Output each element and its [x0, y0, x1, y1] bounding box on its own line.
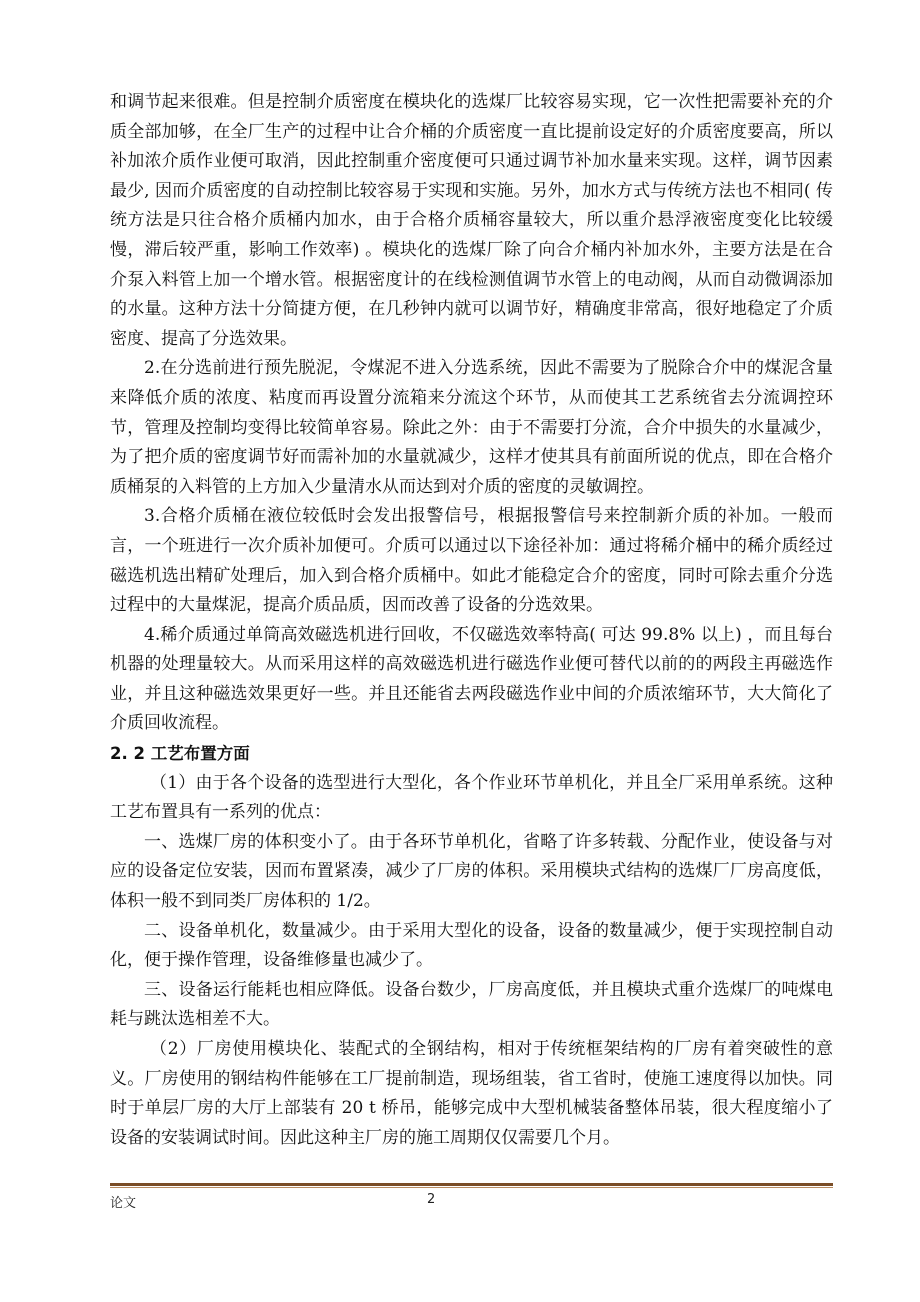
footer-rule-thin: [110, 1187, 833, 1188]
footer-label: 论文: [110, 1196, 137, 1211]
paragraph-item-3: 3.合格介质桶在液位较低时会发出报警信号，根据报警信号来控制新介质的补加。一般而言，一个班进行一次介质补加便可。介质可以通过以下途径补加：通过将稀介桶中的稀介质经过磁选机选出精矿处理后，加入到合格介质桶中。如此才能稳定合介的密度，同时可除去重介分选过程中的大量煤泥，提高介质品质，因而改善了设备的分选效果。: [110, 506, 833, 616]
section-heading: 2. 2 工艺布置方面: [110, 744, 250, 764]
paragraph-layout-2: （2）厂房使用模块化、装配式的全钢结构，相对于传统框架结构的厂房有着突破性的意义。厂房使用的钢结构件能够在工厂提前制造，现场组装，省工省时，使施工速度得以加快。同时于单层厂房的大厅上部装有 20 t 桥吊，能够完成中大型机械装备整体吊装，很大程度缩小了设备的安装调试时间。因此这种主厂房的施工周期仅仅需要几个月。: [110, 1039, 833, 1148]
paragraph-item-2: 2.在分选前进行预先脱泥，令煤泥不进入分选系统，因此不需要为了脱除合介中的煤泥含量来降低介质的浓度、粘度而再设置分流箱来分流这个环节，从而使其工艺系统省去分流调控环节，管理及控制均变得比较简单容易。除此之外：由于不需要打分流，合介中损失的水量减少，为了把介质的密度调节好而需补加的水量就减少，这样才使其具有前面所说的优点，即在合格介质桶泵的入料管的上方加入少量清水从而达到对介质的密度的灵敏调控。: [110, 358, 833, 497]
page-number: 2: [427, 1192, 436, 1207]
footer-rule: [110, 1183, 833, 1186]
paragraph-advantage-2: 二、设备单机化，数量减少。由于采用大型化的设备，设备的数量减少，便于实现控制自动化，便于操作管理，设备维修量也减少了。: [110, 920, 833, 971]
paragraph-item-4: 4.稀介质通过单筒高效磁选机进行回收，不仅磁选效率特高( 可达 99.8% 以上) ，而且每台机器的处理量较大。从而采用这样的高效磁选机进行磁选作业便可替代以前的的两段主再磁选作业，并且这种磁选效果更好一些。并且还能省去两段磁选作业中间的介质浓缩环节，大大简化了介质回收流程。: [110, 624, 833, 734]
paragraph-advantage-1: 一、选煤厂房的体积变小了。由于各环节单机化，省略了许多转载、分配作业，使设备与对应的设备定位安装，因而布置紧凑，减少了厂房的体积。采用模块式结构的选煤厂厂房高度低，体积一般不到同类厂房体积的 1/2。: [110, 831, 833, 912]
paragraph-intro: 和调节起来很难。但是控制介质密度在模块化的选煤厂比较容易实现，它一次性把需要补充的介质全部加够，在全厂生产的过程中让合介桶的介质密度一直比提前设定好的介质密度要高，所以补加浓介质作业便可取消，因此控制重介密度便可只通过调节补加水量来实现。这样，调节因素最少, 因而介质密度的自动控制比较容易于实现和实施。另外，加水方式与传统方法也不相同( 传统方法是只往合格介质桶内加水，由于合格介质桶容量较大，所以重介悬浮液密度变化比较缓慢，滞后较严重，影响工作效率) 。模块化的选煤厂除了向合介桶内补加水外，主要方法是在合介泵入料管上加一个增水管。根据密度计的在线检测值调节水管上的电动阀，从而自动微调添加的水量。这种方法十分简捷方便，在几秒钟内就可以调节好，精确度非常高，很好地稳定了介质密度、提高了分选效果。: [110, 92, 833, 349]
paragraph-layout-1: （1）由于各个设备的选型进行大型化，各个作业环节单机化，并且全厂采用单系统。这种工艺布置具有一系列的优点：: [110, 772, 833, 823]
document-body: [110, 88, 833, 1153]
paragraph-advantage-3: 三、设备运行能耗也相应降低。设备台数少，厂房高度低，并且模块式重介选煤厂的吨煤电耗与跳汰选相差不大。: [110, 979, 833, 1030]
